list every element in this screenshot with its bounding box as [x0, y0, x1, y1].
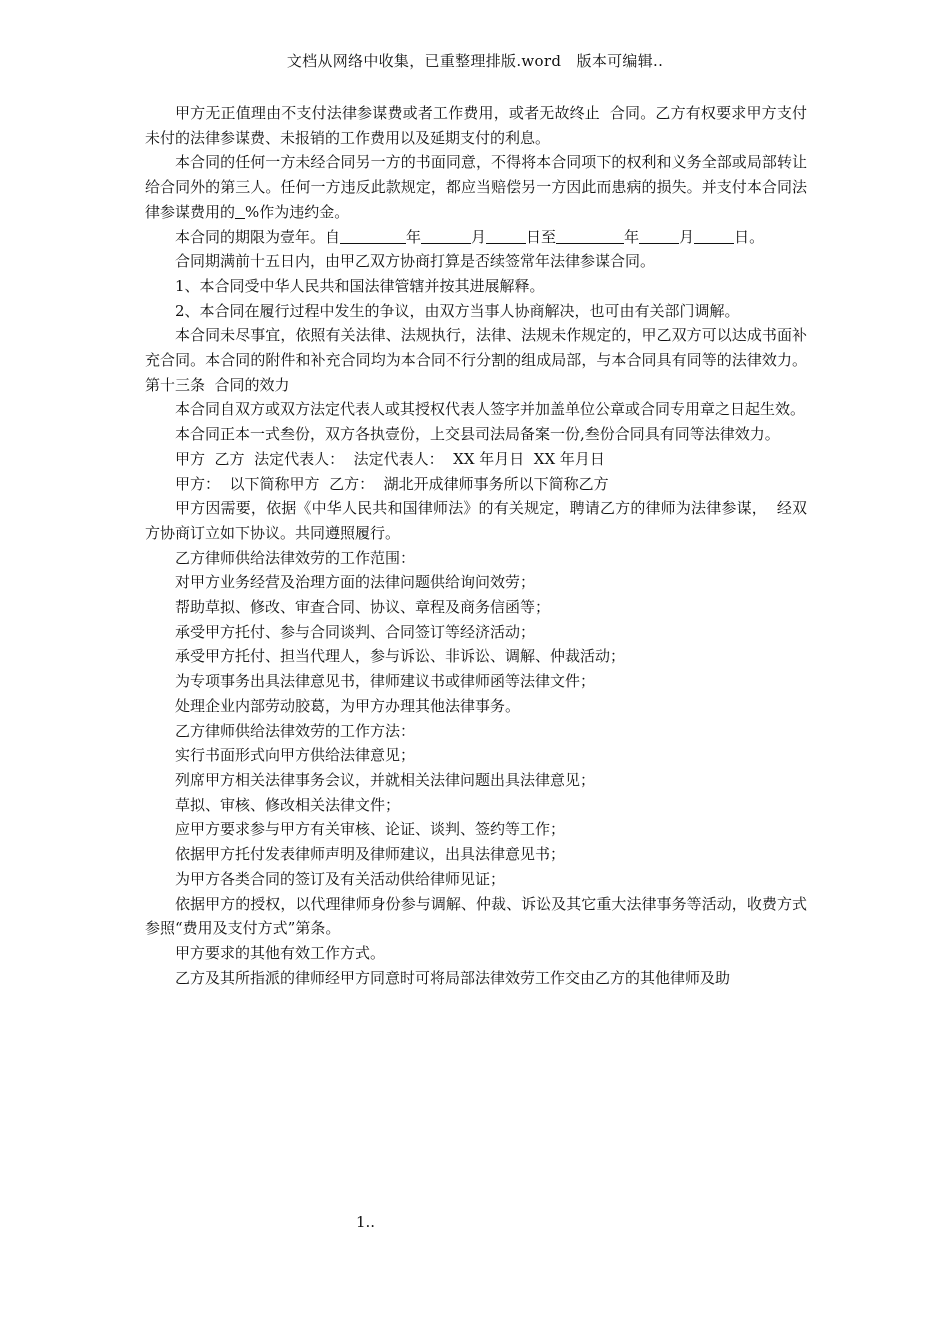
- paragraph-copies: 本合同正本一式叁份，双方各执壹份，上交县司法局备案一份,叁份合同具有同等法律效力。: [175, 425, 780, 444]
- percent-blank: [235, 204, 245, 219]
- list-item: 列席甲方相关法律事务会议，并就相关法律问题出具法律意见；: [175, 770, 596, 789]
- paragraph-unpaid-fees: 甲方无正值理由不支付法律参谋费或者工作费用，或者无故终止 合同。乙方有权要求甲方支付未付的法律参谋费、未报销的工作费用以及延期支付的利息。: [145, 104, 807, 147]
- paragraph-dispute: 2、本合同在履行过程中发生的争议，由双方当事人协商解决，也可由有关部门调解。: [175, 301, 740, 320]
- page-header: 文档从网络中收集，已重整理排版.word 版本可编辑..: [286, 52, 664, 70]
- list-item: 草拟、审核、修改相关法律文件；: [175, 795, 401, 814]
- list-item: 帮助草拟、修改、审查合同、协议、章程及商务信函等；: [175, 598, 551, 617]
- paragraph-signatures: 甲方 乙方 法定代表人： 法定代表人： XX 年月日 XX 年月日: [175, 449, 605, 468]
- paragraph-text: 日。: [734, 227, 765, 246]
- page-number: 1..: [356, 1213, 376, 1231]
- paragraph-text: 年: [624, 227, 640, 246]
- list-item: 实行书面形式向甲方供给法律意见；: [175, 746, 416, 765]
- start-month-blank: [421, 229, 471, 244]
- start-year-blank: [340, 229, 406, 244]
- list-item: 为专项事务出具法律意见书，律师建议书或律师函等法律文件；: [175, 672, 596, 691]
- list-item: 对甲方业务经营及治理方面的法律问题供给询问效劳；: [175, 573, 536, 592]
- paragraph-text: 本合同的期限为壹年。自: [175, 227, 341, 246]
- paragraph-text: 日至: [526, 227, 557, 246]
- paragraph-transfer-restriction: [145, 150, 807, 224]
- paragraph-effectiveness: 本合同自双方或双方法定代表人或其授权代表人签字并加盖单位公章或合同专用章之日起生效。: [175, 400, 806, 419]
- start-day-blank: [486, 229, 526, 244]
- end-year-blank: [556, 229, 624, 244]
- paragraph-engagement: 甲方因需要，依据《中华人民共和国律师法》的有关规定，聘请乙方的律师为法律参谋， 经双方协商订立如下协议。共同遵照履行。: [145, 499, 807, 542]
- paragraph-text: 本合同的任何一方未经合同另一方的书面同意，不得将本合同项下的权利和义务全部或局部转让给合同外的第三人。任何一方违反此款规定，都应当赔偿另一方因此而患病的损失。并支付本合同法律参谋费用的: [145, 153, 807, 221]
- paragraph-delegation: 乙方及其所指派的律师经甲方同意时可将局部法律效劳工作交由乙方的其他律师及助: [175, 968, 731, 987]
- paragraph-supplementary: 本合同未尽事宜，依照有关法律、法规执行，法律、法规未作规定的，甲乙双方可以达成书面补充合同。本合同的附件和补充合同均为本合同不行分割的组成局部，与本合同具有同等的法律效力。 第十三条 合同的效力: [145, 326, 817, 394]
- paragraph-text: 月: [679, 227, 695, 246]
- paragraph-scope-heading: 乙方律师供给法律效劳的工作范围：: [175, 548, 416, 567]
- end-day-blank: [694, 229, 734, 244]
- end-month-blank: [639, 229, 679, 244]
- document-body: [145, 101, 817, 990]
- list-item: 甲方要求的其他有效工作方式。: [175, 943, 386, 962]
- paragraph-renewal: 合同期满前十五日内，由甲乙双方协商打算是否续签常年法律参谋合同。: [175, 252, 656, 271]
- list-item: 承受甲方托付、参与合同谈判、合同签订等经济活动；: [175, 622, 536, 641]
- paragraph-contract-term: [145, 225, 807, 250]
- list-item: 应甲方要求参与甲方有关审核、论证、谈判、签约等工作；: [175, 820, 566, 839]
- list-item: 依据甲方托付发表律师声明及律师建议，出具法律意见书；: [175, 845, 566, 864]
- list-item: 为甲方各类合同的签订及有关活动供给律师见证；: [175, 869, 506, 888]
- paragraph-methods-heading: 乙方律师供给法律效劳的工作方法：: [175, 721, 416, 740]
- paragraph-text: 年: [406, 227, 422, 246]
- list-item: 处理企业内部劳动胶葛，为甲方办理其他法律事务。: [175, 696, 521, 715]
- paragraph-text: 月: [471, 227, 487, 246]
- list-item: 承受甲方托付、担当代理人，参与诉讼、非诉讼、调解、仲裁活动；: [175, 647, 626, 666]
- list-item: 依据甲方的授权，以代理律师身份参与调解、仲裁、诉讼及其它重大法律事务等活动，收费方式参照“费用及支付方式”第条。: [145, 894, 807, 938]
- paragraph-governing-law: 1、本合同受中华人民共和国法律管辖并按其进展解释。: [175, 276, 545, 295]
- paragraph-text: %作为违约金。: [245, 202, 350, 221]
- paragraph-parties: 甲方： 以下简称甲方 乙方： 湖北开成律师事务所以下简称乙方: [175, 474, 609, 493]
